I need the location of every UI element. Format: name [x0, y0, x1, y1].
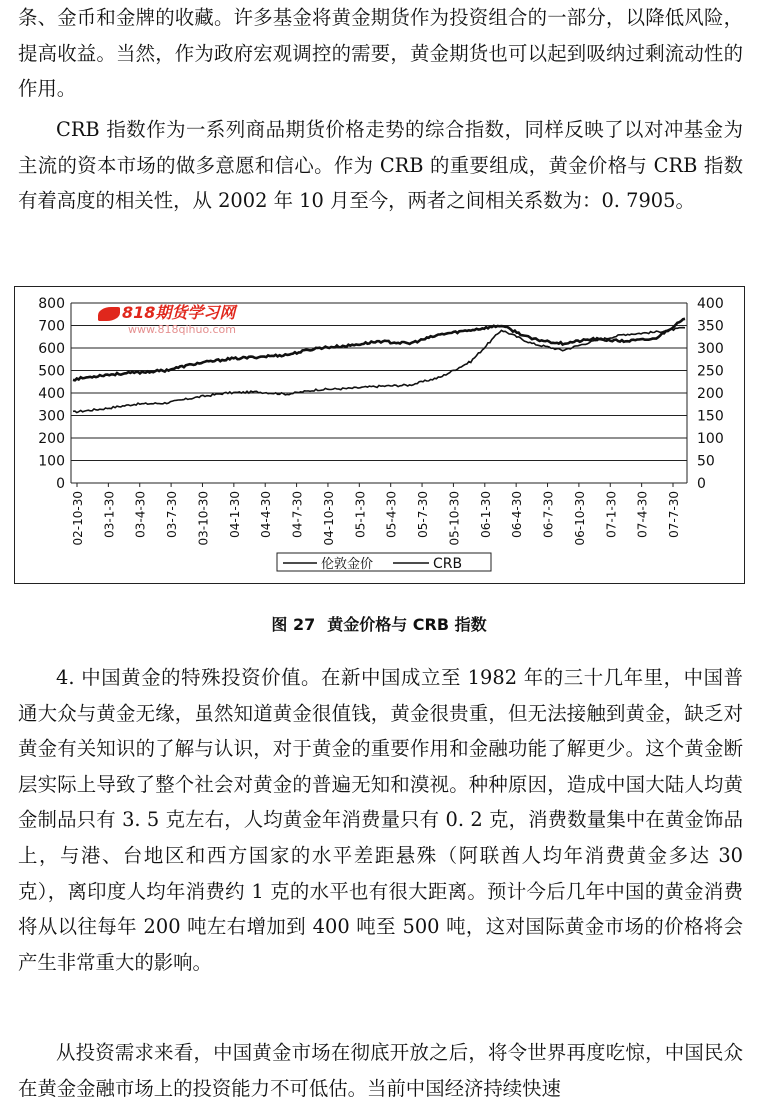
y-right-tick-label: 0 — [697, 476, 706, 492]
x-tick-label: 05-10-30 — [447, 491, 462, 546]
x-tick-label: 06-10-30 — [572, 491, 587, 546]
y-right-tick-label: 350 — [697, 318, 724, 335]
x-tick-label: 07-4-30 — [635, 491, 650, 538]
x-tick-label: 04-4-30 — [259, 491, 274, 538]
y-left-tick-label: 500 — [38, 363, 65, 380]
x-tick-label: 05-7-30 — [416, 491, 431, 538]
y-left-tick-label: 0 — [56, 476, 65, 492]
y-left-tick-label: 200 — [38, 431, 65, 447]
watermark-url: www.818qihuo.com — [128, 323, 236, 336]
x-tick-label: 06-4-30 — [510, 491, 525, 538]
paragraph-2: CRB 指数作为一系列商品期货价格走势的综合指数，同样反映了以对冲基金为主流的资本市场的做多意愿和信心。作为 CRB 的重要组成，黄金价格与 CRB 指数有着高度的相关性，从 2002 年 10 月至今，两者之间相关系数为：0. 7905。 — [18, 118, 743, 213]
y-left-tick-label: 700 — [38, 318, 65, 335]
x-tick-label: 03-1-30 — [102, 491, 117, 538]
y-left-tick-label: 400 — [38, 386, 65, 402]
x-tick-label: 07-7-30 — [667, 491, 681, 538]
x-tick-label: 04-10-30 — [321, 491, 336, 546]
y-left-tick-label: 100 — [38, 453, 65, 470]
y-right-tick-label: 250 — [697, 363, 724, 380]
caption-title: 黄金价格与 CRB 指数 — [327, 615, 487, 634]
x-tick-label: 06-7-30 — [541, 491, 556, 538]
y-right-tick-label: 400 — [697, 296, 724, 312]
x-tick-label: 03-4-30 — [133, 491, 148, 538]
y-left-tick-label: 600 — [38, 341, 65, 357]
paragraph-4: 从投资需求来看，中国黄金市场在彻底开放之后，将令世界再度吃惊，中国民众在黄金金融市场上的投资能力不可低估。当前中国经济持续快速 — [18, 1041, 743, 1100]
y-right-tick-label: 200 — [697, 386, 724, 402]
y-right-tick-label: 50 — [697, 453, 715, 470]
paragraph-3: 4. 中国黄金的特殊投资价值。在新中国成立至 1982 年的三十几年里，中国普通大众与黄金无缘，虽然知道黄金很值钱，黄金很贵重，但无法接触到黄金，缺乏对黄金有关知识的了解与认识，对于黄金的重要作用和金融功能了解更少。这个黄金断层实际上导致了整个社会对黄金的普遍无知和漠视。种种原因，造成中国大陆人均黄金制品只有 3. 5 克左右，人均黄金年消费量只有 0. 2 克，消费数量集中在黄金饰品上，与港、台地区和西方国家的水平差距悬殊（阿联酋人均年消费黄金多达 30 克），离印度人均年消费约 1 克的水平也有很大距离。预计今后几年中国的黄金消费将从以往每年 200 吨左右增加到 400 吨至 500 吨，这对国际黄金市场的价格将会产生非常重大的影响。 — [18, 666, 743, 974]
watermark-title: 818期货学习网 — [122, 303, 236, 322]
watermark — [98, 300, 236, 336]
x-tick-label: 04-7-30 — [290, 491, 305, 538]
x-tick-label: 03-10-30 — [196, 491, 211, 546]
x-tick-label: 05-4-30 — [384, 491, 399, 538]
x-tick-label: 03-7-30 — [165, 491, 180, 538]
legend-label-gold: 伦敦金价 — [321, 557, 374, 572]
y-left-tick-label: 300 — [38, 408, 65, 425]
y-right-tick-label: 100 — [697, 431, 724, 447]
watermark-logo-icon — [98, 307, 120, 321]
paragraph-1: 条、金币和金牌的收藏。许多基金将黄金期货作为投资组合的一部分，以降低风险，提高收益。当然，作为政府宏观调控的需要，黄金期货也可以起到吸纳过剩流动性的作用。 — [18, 6, 743, 101]
x-tick-label: 06-1-30 — [478, 491, 493, 538]
x-tick-label: 04-1-30 — [227, 491, 242, 538]
legend-label-crb: CRB — [433, 556, 463, 572]
x-tick-label: 07-1-30 — [604, 491, 619, 538]
y-right-tick-label: 300 — [697, 341, 724, 357]
x-tick-label: 02-10-30 — [71, 491, 85, 546]
figure-caption — [0, 612, 758, 635]
caption-number: 图 27 — [271, 615, 316, 634]
y-right-tick-label: 150 — [697, 408, 724, 425]
y-left-tick-label: 800 — [38, 296, 65, 312]
x-tick-label: 05-1-30 — [353, 491, 368, 538]
